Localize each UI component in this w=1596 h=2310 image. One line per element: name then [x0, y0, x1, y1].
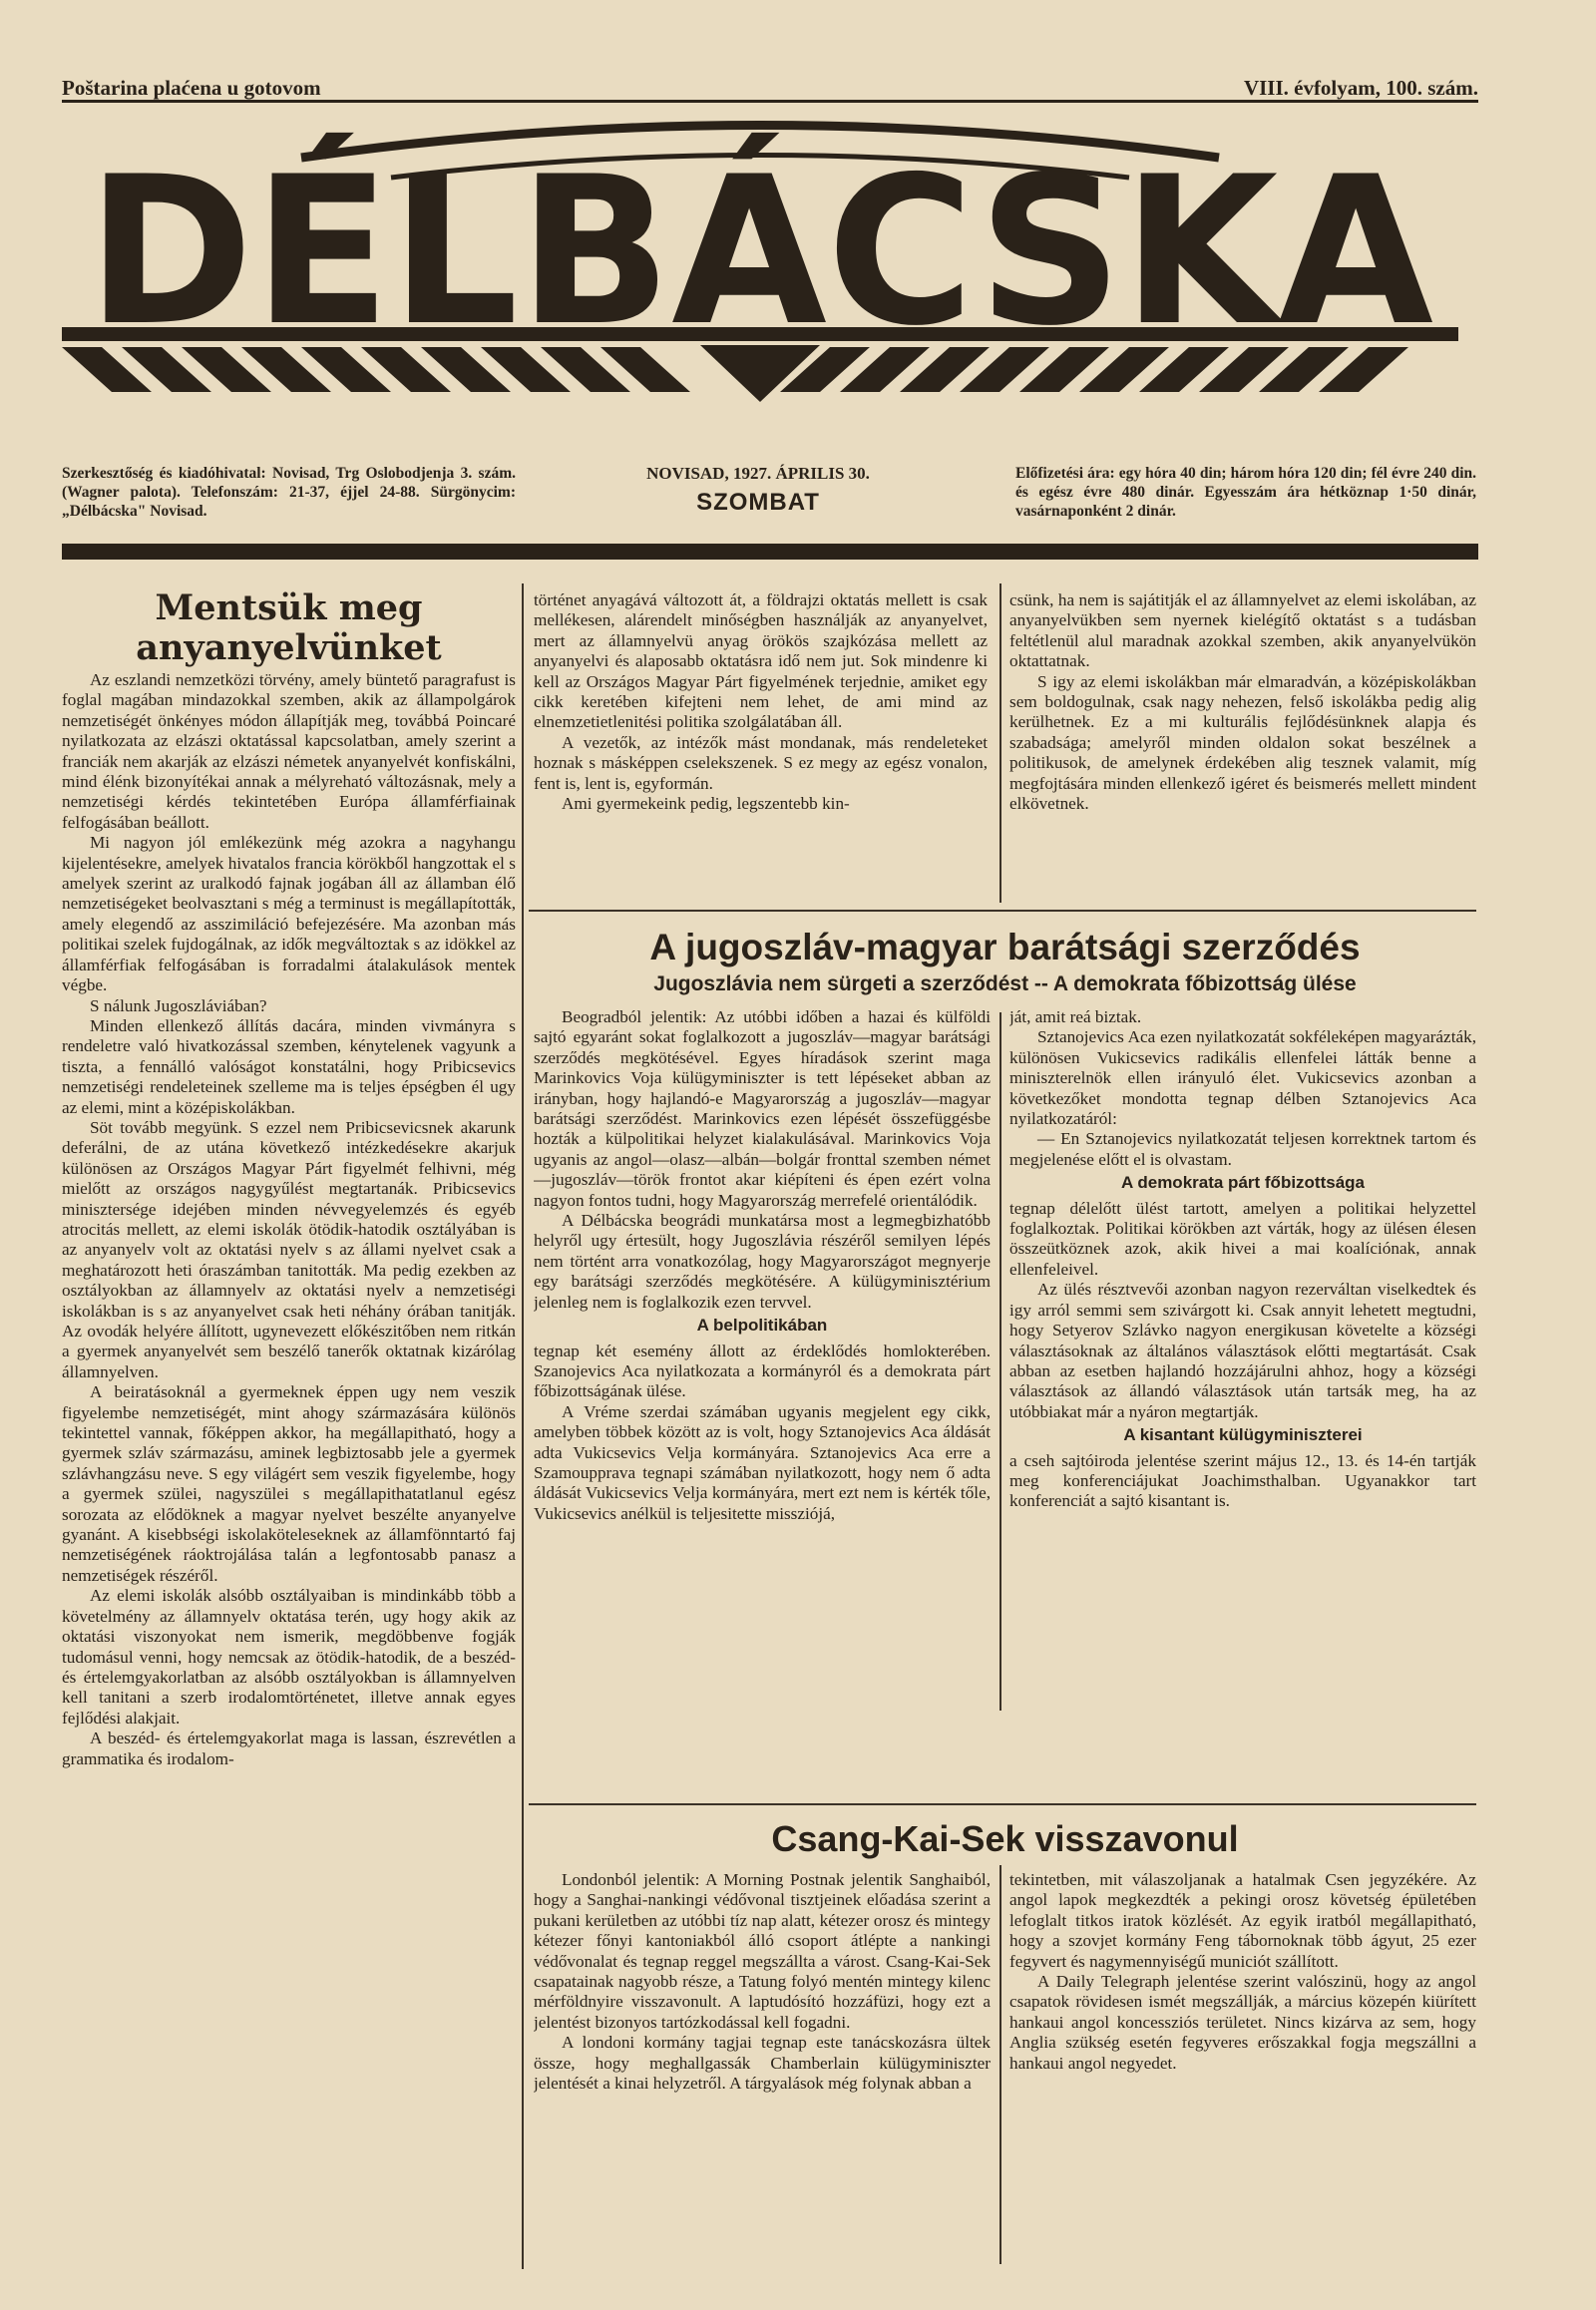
column-divider-left — [522, 583, 524, 2269]
article1-paragraph: A beiratásoknál a gyermeknek éppen ugy nem veszik figyelembe nemzetiségét, mint ahogy származására különös tekintettel vannak, főképpen akkor, ha megállapitható, hogy a gyermek szláv származásu, aminek legbiztosabb jele a gyermek szlávhangzásu neve. S egy világért sem veszik figyelembe, hogy a gyermek szülei, nagyszülei s megállapithatatlanul egész sorozata az elődöknek a magyar nyelvet beszélte anyanyelve gyanánt. A kisebbségi iskolaköteleseknek az államfönntartó faj nemzetiségének ráoktrojálása talán a legfontosabb panasz a nemzetiségek részéről. — [62, 1382, 516, 1585]
article3-paragraph: A Daily Telegraph jelentése szerint valószinü, hogy az angol csapatok rövidesen ismét megszállják, a március közepén kiürített hankaui angol koncessziós területet. Nincs kizárva az sem, hogy Anglia szükség esetén fegyveres erőszakkal fogja megszállni a hankaui angol negyedet. — [1009, 1972, 1476, 2073]
article3-column-divider — [999, 1865, 1001, 2264]
article1-paragraph: S nálunk Jugoszláviában? — [90, 995, 267, 1015]
article2-paragraph: — En Sztanojevics nyilatkozatát teljesen korrektnek tartom és megjelenése előtt el is olvastam. — [1009, 1129, 1476, 1169]
article2-column-2 — [1009, 1007, 1476, 1795]
article2-top-rule — [529, 910, 1476, 912]
article1-paragraph: Ami gyermekeink pedig, legszentebb kin- — [562, 794, 850, 814]
article1-paragraph: Minden ellenkező állítás dacára, minden vivmányra s rendeletre való hivatkozással szemben, kénytelenek vagyunk a tiszta, a fennálló valóságot konstatálni, hogy Pribicsevics nemzetiségi rendeleteinek szelleme ma is teljes épségben él ugy az elemi, mint a középiskolákban. — [62, 1015, 516, 1117]
weekday: SZOMBAT — [696, 489, 820, 516]
article1-title: Mentsük meg anyanyelvünket — [136, 587, 442, 668]
editorial-info: Szerkesztőség és kiadóhivatal: Novisad, Trg Oslobodjenja 3. szám. (Wagner palota). Telefonszám: 21-37, éjjel 24-88. Sürgönycim: „Délbácska" Novisad. — [62, 465, 516, 520]
article2-paragraph: A Vréme szerdai számában ugyanis megjelent egy cikk, amelyben többek között az is volt, hogy Sztanojevics Aca áldását adta Vukicsevics Velja kormányára. Sztanojevics Aca erre a Szamouppravа tegnapi számában nyilatkozott, hogy nem ő adta áldását Vukicsevics Velja kormányára, mert ezt nem is kérték tőle, Vukicsevics anélkül is teljesitette missziójá, — [534, 1401, 991, 1523]
article1-paragraph: Söt tovább megyünk. S ezzel nem Pribicsevicsnek akarunk deferálni, de az utána következő intézkedésekre akarjuk különösen az Országos Magyar Párt figyelmét felhivni, még mielőtt az országos nagygyűlést megtartanák. Pribicsevics minisztersége idejében minden névvegyelemzés és egyéb atrocitás mellett, az elemi iskolák ötödik-hatodik osztályában is az anyanyelv volt az oktatási nyelv s az állami nyelvet csak a meghatározott heti óraszámban tanitották. Ma pedig ezekben az osztályokban az államnyelv az oktatási nyelv a nemzetiségi iskolákban is s az anyanyelvet csak heti néhány órában tanitják. Az ovodák helyére állított, ugynevezett előkészitőben nem ritkán a gyermek anyanyelvét sem beszélő tanerők oktatnak kizárólag államnyelven. — [62, 1117, 516, 1381]
masthead-logo — [62, 118, 1458, 417]
article1-paragraph: történet anyagává változott át, a földrajzi oktatás mellett is csak mellékesen, alárendelt minőségben használják az anyanyelvet, mert az államnyelvü anyag örökös szajkózása mellett az anyanyelvi és alaposabb oktatásra idő nem jut. Sok mindenre ki kell az Országos Magyar Párt figyelmének terjednie, amiket egy cikk keretében kifejteni nem lehet, de ami mind az elnemzetietlenitési politika szolgálatában áll. — [534, 590, 988, 732]
volume-number: VIII. évfolyam, 100. szám. — [1243, 76, 1478, 100]
article1-paragraph: csünk, ha nem is sajátitják el az államnyelvet az elemi iskolában, az anyanyelvükben sem nyernek kielégítő oktatást s a tudásban feltétlenül alul maradnak azokkal szemben, akik anyanyelvükön oktattatnak. — [1009, 590, 1476, 671]
top-rule — [62, 100, 1478, 103]
article2-subheading: A kisantant külügyminiszterei — [1123, 1425, 1363, 1445]
dateline: NOVISAD, 1927. ÁPRILIS 30. — [646, 464, 870, 483]
article2-subheading: A belpolitikában — [696, 1316, 828, 1336]
subscription-info: Előfizetési ára: egy hóra 40 din; három hóra 120 din; fél évre 240 din. és egész évre 480 dinár. Egyesszám ára hétköznap 1·50 dinár, vasárnaponként 2 dinár. — [1015, 465, 1476, 520]
article2-paragraph: ját, amit reá biztak. — [1009, 1007, 1142, 1026]
article2-paragraph: a cseh sajtóiroda jelentése szerint május 12., 13. és 14-én tartják meg konferenciájukat Joachimsthalban. Ugyanakkor tart konferenciát a sajtó kisantant is. — [1009, 1450, 1476, 1511]
article2-paragraph: tegnap két esemény állott az érdeklődés homlokterében. Szanojevics Aca nyilatkozata a kormányról és a demokrata párt főbizottságának ülése. — [534, 1341, 991, 1401]
article1-paragraph: Az elemi iskolák alsóbb osztályaiban is mindinkább több a követelmény az államnyelv oktatása terén, ugy hogy akik az oktatási viszonyokat nem ismerik, megdöbbenve fogják tudomásul venni, hogy nemcsak az ötödik-hatodik, de a beszéd- és értelemgyakorlatban az alsóbb osztályokban is államnyelven kell tanitani a szerb irodalomtörténetet, illetve annak egyes fejlődési alakjait. — [62, 1586, 516, 1728]
article1-paragraph: S igy az elemi iskolákban már elmaradván, a középiskolákban sem boldogulnak, csak nagy nehezen, felső iskolákba pedig alig kerülhetnek. Ez a mi kulturális fejlődésünknek alapja és szabadsága; amelyről minden oldalon sokat beszélnek a politikusok, de amelynek érdekében alig tesznek valamit, míg megfojtására minden ellenkező igéret és beismerés mellett mindent elkövetnek. — [1009, 671, 1476, 814]
article3-paragraph: A londoni kormány tagjai tegnap este tanácskozásra ültek össze, hogy meghallgassák Chamberlain külügyminiszter jelentését a kinai helyzetről. A tárgyalások még folynak abban a — [534, 2033, 991, 2094]
column-divider-top-right — [999, 583, 1001, 903]
article3-top-rule — [529, 1803, 1476, 1805]
article1-body — [62, 670, 516, 2276]
masthead-title: DÉLBÁCSKA — [87, 134, 1458, 371]
article1-continuation — [534, 590, 988, 908]
article3-column-2 — [1009, 1870, 1476, 2274]
article1-paragraph: Mi nagyon jól emlékezünk még azokra a nagyhangu kijelentésekre, amelyek hivatalos francia körökből hangzottak el s amelyek szerint az uralkodó fajnak jogában áll az államban élő nemzetiségeket beolvasztani s még a terminust is megállapították, amely elegendő az asszimiláció befejezésére. Ma azonban más politikai szelek fujdogálnak, az idők megváltoztak s az idökkel az államférfiak felfogásában is forradalmi átalakulások mentek végbe. — [62, 833, 516, 995]
article1-paragraph: A vezetők, az intézők mást mondanak, más rendeleteket hoznak s másképpen cselekszenek. S ez megy az egész vonalon, fent is, lent is, egyformán. — [534, 732, 988, 793]
masthead-bottom-rule — [62, 544, 1478, 560]
article2-paragraph: Az ülés résztvevői azonban nagyon rezerváltan viselkedtek és igy arról semmi sem szivárgott ki. Csak annyit lehetett megtudni, hogy Setyerov Szlávko nagyon energikusan követelte a községi választásoknak az általános választások előtti megtartását. Csak abban az esetben hajlandó hozzájárulni ahhoz, hogy a községi választások az állandó választások után tartsák meg, ha az utóbbiakat már a nyáron megtartják. — [1009, 1280, 1476, 1421]
article2-paragraph: Sztanojevics Aca ezen nyilatkozatát sokféleképen magyarázták, különösen Vukicsevics radikális ellenfelei látták benne a miniszterelnök ellen irányuló élet. Vukicsevics azonban a következőket mondotta tegnap délben Sztanojevics Aca nyilatkozatáról: — [1009, 1027, 1476, 1129]
article2-subheading: A demokrata párt főbizottsága — [1120, 1173, 1366, 1193]
article2-paragraph: Beogradból jelentik: Az utóbbi időben a hazai és külföldi sajtó egyaránt sokat foglalkozott a jugoszláv—magyar barátsági szerződés megkötésével. Egyes híradások szerint maga Marinkovics Voja külügyminiszter is tett lépéseket abban az irányban, hogy hajlandó-e Magyarország a jugoszláv—magyar barátsági szerződést. Marinkovics ezen lépését összefüggésbe hozták a külpolitikai helyzet kialakulásával. Marinkovics Voja ugyanis az angol—olasz—albán—bolgár fronttal szemben német—jugoszláv—török frontot akar kiépíteni és épen ezért volna nagyon fontos tudni, hogy Magyarország merrefelé orientálódik. — [534, 1007, 991, 1210]
article2-subtitle: Jugoszlávia nem sürgeti a szerződést -- A demokrata főbizottság ülése — [653, 972, 1357, 995]
article3-column-1 — [534, 1870, 991, 2274]
article1-paragraph: A beszéd- és értelemgyakorlat maga is lassan, észrevétlen a grammatika és irodalom- — [62, 1729, 516, 1768]
article2-paragraph: tegnap délelőtt ülést tartott, amelyen a politikai helyzettel foglalkoztak. Politikai körökben azt várták, hogy az ülésen élesen összeütköznek azok, akik hivei a mai koalíciónak, annak ellenfeleivel. — [1009, 1198, 1476, 1279]
article3-paragraph: Londonból jelentik: A Morning Postnak jelentik Sanghaiból, hogy a Sanghai-nankingi védővonal tisztjeinek előadása szerint a pukani kerületben az utóbbi tíz nap alatt, kétezer orosz és mintegy kétezer főnyi kantoniakból álló csoport átlépte a nankingi védővonalat és tegnap reggel megszállta a várost. Csang-Kai-Sek csapatainak nagyobb része, a Tatung folyó mentén mintegy kilenc mérföldnyire visszavonult. A laptudósító hozzáfüzi, hogy ezt a jelentést bizonyos tartózkodással kell fogadni. — [534, 1870, 991, 2032]
article2-paragraph: A Délbácska beográdi munkatársa most a legmegbizhatóbb helyről ugy értesült, hogy Jugoszlávia részéről semilyen lépés nem történt arra vonatkozólag, hogy Magyarországot megnyerje egy barátsági szerződés megkötésére. A külügyminisztérium jelenleg nem is foglalkozik ezen tervvel. — [534, 1211, 991, 1312]
postage-note: Poštarina plaćena u gotovom — [62, 76, 321, 100]
article1-continuation-right — [1009, 590, 1476, 908]
article3-title: Csang-Kai-Sek visszavonul — [771, 1818, 1239, 1859]
article2-column-divider — [999, 1012, 1001, 1711]
article1-paragraph: Az eszlandi nemzetközi törvény, amely büntető paragrafust is foglal magában mindazokkal szemben, akik az állampolgárok nemzetiségét önkényes módon állapítják meg, továbbá Poincaré nyilatkozata az elzászi oktatással kapcsolatban, amely szerint a franciák nem akarják az elzászi németek anyanyelvét konfiskálni, mind élénk bizonyítékai annak a mélyreható változásnak, mely a nemzetiségi kérdés tekintetében Európa államférfiainak felfogásában beállott. — [62, 670, 516, 832]
article2-title: A jugoszláv-magyar barátsági szerződés — [649, 927, 1361, 967]
article2-column-1 — [534, 1007, 991, 1795]
article3-paragraph: tekintetben, mit válaszoljanak a hatalmak Csen jegyzékére. Az angol lapok megkezdték a pekingi orosz követség épületében lefoglalt titkos iratok közlését. Az egyik iratból megállapitható, hogy a szovjet kormány Feng tábornoknak több ágyut, 25 ezer fegyvert és nagymennyiségű municiót szállított. — [1009, 1870, 1476, 1971]
